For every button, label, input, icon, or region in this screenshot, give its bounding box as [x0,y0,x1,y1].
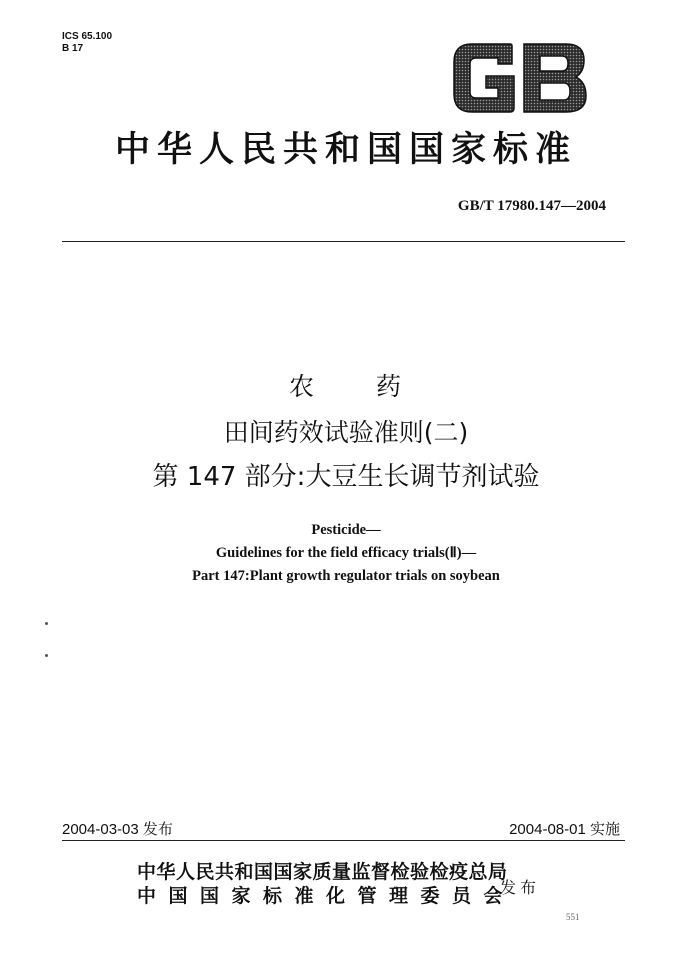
title-zh-line3: 第 147 部分:大豆生长调节剂试验 [152,462,540,492]
publish-label: 发布 [500,878,541,897]
title-zh-line1 [0,370,692,404]
gb-logo [452,42,588,114]
title-zh-line2: 田间药效试验准则(二) [223,418,469,447]
page-number: 551 [566,912,580,922]
title-en-line3: Part 147:Plant growth regulator trials on soybean [192,568,500,584]
classification-code: B 17 [62,43,84,54]
issue-date: 2004-03-03 发布 [62,821,173,838]
title-zh-line1-part-b: 药 [376,372,404,401]
title-en-line2: Guidelines for the field efficacy trials(Ⅱ)— [215,545,477,561]
footer-divider [62,840,625,841]
national-standard-title: 中华人民共和国国家标准 [114,129,577,170]
ics-code: ICS 65.100 [62,31,113,42]
publisher-line2: 中国国家标准化管理委员会 [137,885,516,907]
scan-speck [45,654,48,657]
title-en-line1: Pesticide— [311,522,381,538]
title-zh-line1-part-a: 农 [288,372,316,401]
implementation-date: 2004-08-01 实施 [509,821,620,838]
publisher-line1: 中华人民共和国国家质量监督检验检疫总局 [137,861,508,883]
standard-number: GB/T 17980.147—2004 [457,198,606,214]
gb-logo-graphic [452,42,588,114]
scan-speck [45,622,48,625]
header-divider [62,241,625,242]
